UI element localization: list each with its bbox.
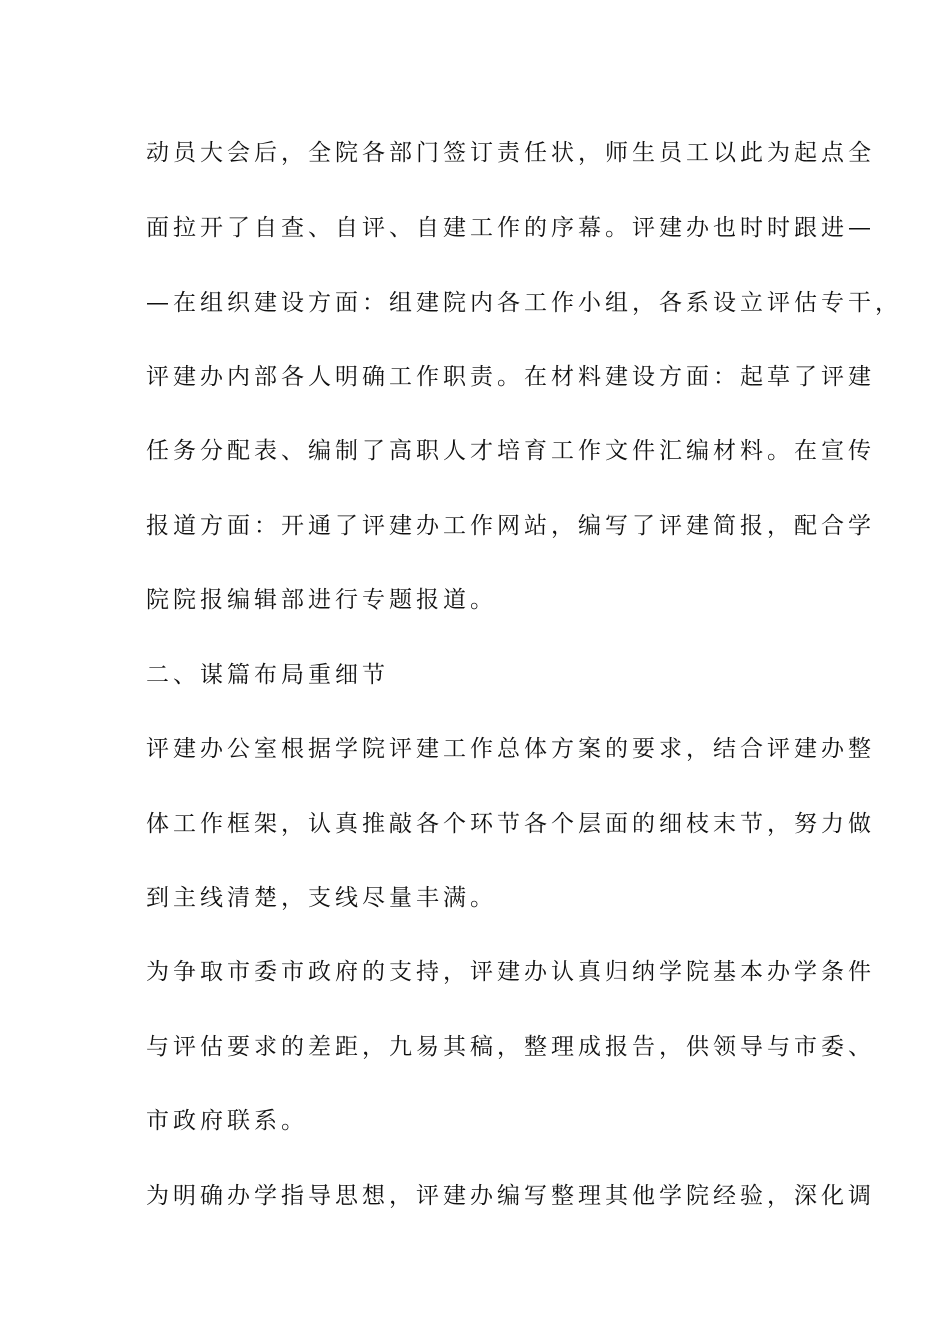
text-line: 到主线清楚，支线尽量丰满。 — [146, 885, 497, 911]
text-line: 与评估要求的差距，九易其稿，整理成报告，供领导与市委、 — [146, 1034, 875, 1060]
text-line: 报道方面：开通了评建办工作网站，编写了评建简报，配合学 — [146, 513, 875, 539]
text-line: 为争取市委市政府的支持，评建办认真归纳学院基本办学条件 — [146, 959, 875, 985]
text-line: 评建办公室根据学院评建工作总体方案的要求，结合评建办整 — [146, 736, 875, 762]
text-line: 评建办内部各人明确工作职责。在材料建设方面：起草了评建 — [146, 364, 875, 390]
section-heading: 二、谋篇布局重细节 — [146, 662, 389, 688]
text-line: 为明确办学指导思想，评建办编写整理其他学院经验，深化调 — [146, 1183, 875, 1209]
text-line: 任务分配表、编制了高职人才培育工作文件汇编材料。在宣传 — [146, 438, 875, 464]
text-line: 动员大会后，全院各部门签订责任状，师生员工以此为起点全 — [146, 140, 875, 166]
text-line: 市政府联系。 — [146, 1108, 308, 1134]
text-line: 体工作框架，认真推敲各个环节各个层面的细枝末节，努力做 — [146, 811, 875, 837]
text-line: —在组织建设方面：组建院内各工作小组，各系设立评估专干， — [146, 290, 902, 316]
text-line: 面拉开了自查、自评、自建工作的序幕。评建办也时时跟进— — [146, 215, 875, 241]
text-line: 院院报编辑部进行专题报道。 — [146, 587, 497, 613]
